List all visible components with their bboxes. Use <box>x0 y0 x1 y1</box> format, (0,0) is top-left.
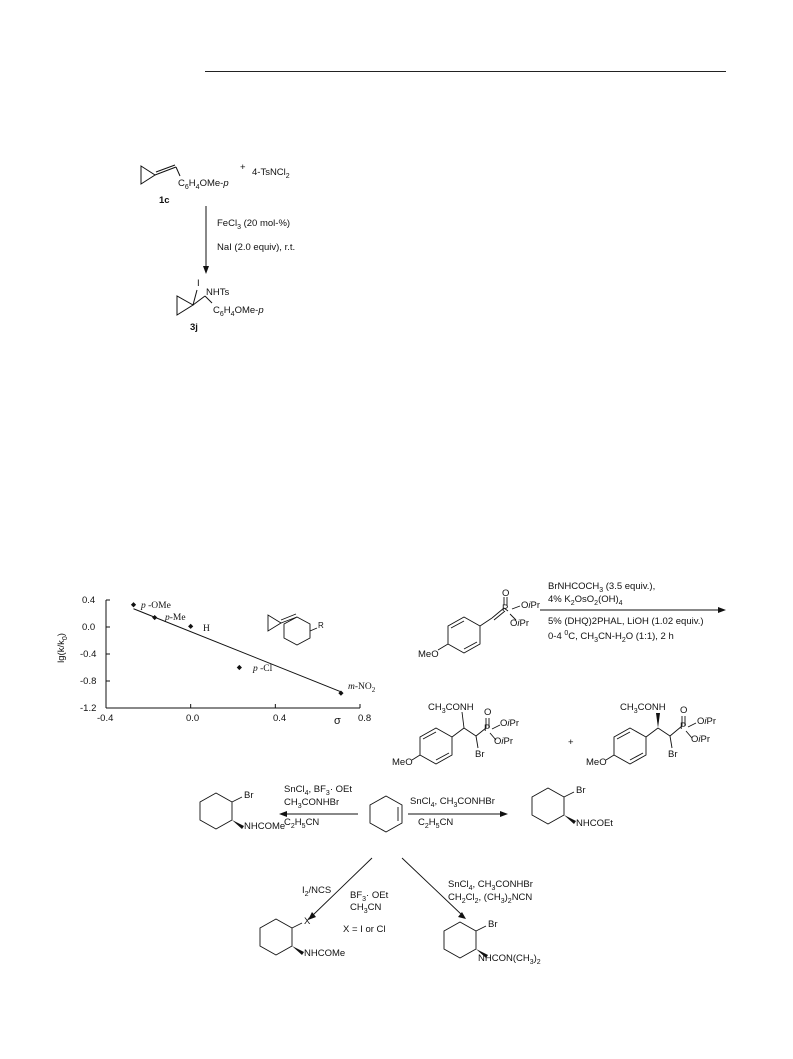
s3-left-nhcome: NHCOMe <box>244 821 286 832</box>
s3-right-br: Br <box>576 785 586 796</box>
y-tick-label-m0.4: -0.4 <box>80 649 97 660</box>
prod2-ch3conh: $CH_3CONH$ <box>620 702 666 715</box>
arrow-head <box>458 912 466 919</box>
sm-oipr-1: OiPr <box>521 600 541 611</box>
scheme1-condition-2: NaI (2.0 equiv), r.t. <box>217 242 296 253</box>
product-nhts: NHTs <box>206 287 230 298</box>
sm-p: P <box>502 603 509 614</box>
prod1-p: P <box>484 723 491 734</box>
scheme1-plus: + <box>240 162 246 173</box>
prod2-br: Br <box>668 749 678 760</box>
s3-bl-nhcome: NHCOMe <box>304 948 346 959</box>
x-tick-label-0.8: 0.8 <box>358 713 372 724</box>
sm-oipr-2: OiPr <box>510 618 530 629</box>
x-tick-label-m0.4: -0.4 <box>97 713 114 724</box>
s3-left-cond-1: SnCl$_4$, $BF_3\cdot$ OEt <box>284 784 352 797</box>
point-label-p-me: p-Me <box>165 613 186 623</box>
s3-dl-cond-2: $BF_3\cdot$ OEt <box>350 890 389 903</box>
y-tick-label-m0.8: -0.8 <box>80 676 97 687</box>
s3-br-br: Br <box>488 919 498 930</box>
prod1-oipr-1: OiPr <box>500 718 520 729</box>
point-label-p-cl: p -Cl <box>253 664 273 674</box>
arrow-head <box>500 811 508 817</box>
y-tick-label-m1.2: -1.2 <box>80 703 97 714</box>
y-tick-label-0.4: 0.4 <box>82 595 96 606</box>
prod2-o: O <box>680 705 688 716</box>
scheme2-plus: + <box>568 737 574 748</box>
prod1-oipr-2: OiPr <box>494 736 514 747</box>
inset-r-label: R <box>318 621 324 630</box>
sm-meo: MeO <box>418 649 439 660</box>
prod1-o: O <box>484 707 492 718</box>
scheme2-cond-top-2: 4% $K_2OsO_2(OH)_4$ <box>548 594 623 607</box>
product-substituent: $C_6H_4OMe-p$ <box>213 305 264 318</box>
prod1-br: Br <box>475 749 485 760</box>
prod2-oipr-2: OiPr <box>691 734 711 745</box>
s3-dr-cond-1: SnCl$_4$, $CH_3CONHBr$ <box>448 879 533 892</box>
compound-label-1c: 1c <box>159 195 170 206</box>
scheme2-cond-top-1: BrNHCOCH$_3$ (3.5 equiv.), <box>548 581 656 594</box>
s3-dl-cond-3: $CH_3CN$ <box>350 902 382 915</box>
s3-br-nhcon: $NHCON(CH_3)_2$ <box>478 953 541 966</box>
prod2-p: P <box>680 721 687 732</box>
scheme2-cond-bot-2: 0-4 $^0$C, $CH_3CN-H_2O$ (1:1), 2 h <box>548 630 674 645</box>
y-tick-label-0.0: 0.0 <box>82 622 96 633</box>
point-label-p-ome: p -OMe <box>141 601 171 611</box>
x-tick-label-0.0: 0.0 <box>186 713 200 724</box>
x-tick-label-0.4: 0.4 <box>273 713 287 724</box>
prod2-oipr-1: OiPr <box>697 716 717 727</box>
prod1-ch3conh: $CH_3CONH$ <box>428 702 474 715</box>
scheme2-cond-bot-1: 5% (DHQ)2PHAL, LiOH (1.02 equiv.) <box>548 616 704 627</box>
s3-right-nhcoet: NHCOEt <box>576 818 613 829</box>
prod2-meo: MeO <box>586 757 607 768</box>
prod1-meo: MeO <box>392 757 413 768</box>
s3-left-cond-3: $C_2H_5CN$ <box>284 817 320 830</box>
x-axis-label: σ <box>334 715 341 727</box>
s3-dr-cond-2: $CH_2Cl_2$, $(CH_3)_2NCN$ <box>448 892 533 905</box>
s3-bl-x: X <box>304 916 311 927</box>
scheme1-condition-1: FeCl$_3$ (20 mol-%) <box>217 218 291 231</box>
compound-label-3j: 3j <box>190 322 198 333</box>
s3-dl-cond-4: X = I or Cl <box>343 924 386 935</box>
s3-right-cond-1: SnCl$_4$, $CH_3CONHBr$ <box>410 796 495 809</box>
point-label-h: H <box>203 624 210 634</box>
s3-left-cond-2: $CH_3CONHBr$ <box>284 797 340 810</box>
point-label-m-no2: $m-NO_2$ <box>348 682 376 694</box>
product-iodo: I <box>197 278 200 289</box>
s3-dl-cond-1: $I_2$/NCS <box>302 885 332 898</box>
s3-left-br: Br <box>244 790 254 801</box>
scheme1-substituent: $C_6H_4OMe-p$ <box>178 178 229 191</box>
y-axis-label: $\lg(k/k_0)$ <box>55 633 69 663</box>
scheme1-reagent: 4-TsNCl$_2$ <box>252 167 290 180</box>
s3-right-cond-2: $C_2H_5CN$ <box>418 817 454 830</box>
sm-o: O <box>502 588 510 599</box>
